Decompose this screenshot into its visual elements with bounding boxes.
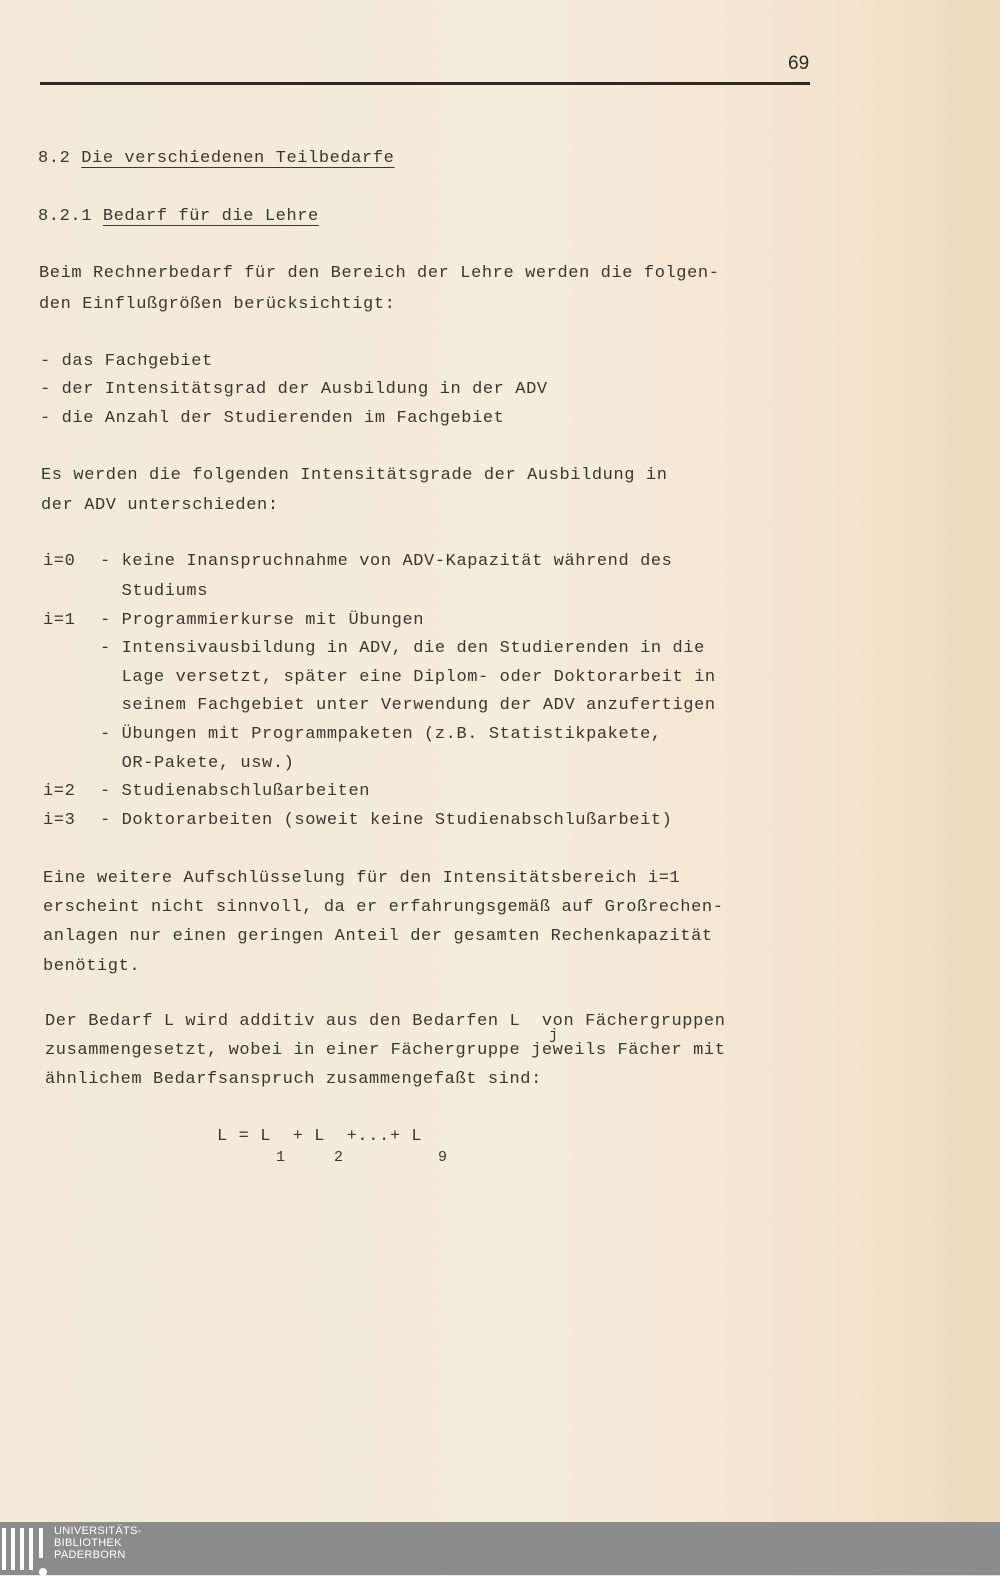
grade-line: - Programmierkurse mit Übungen — [100, 611, 425, 630]
grade-line: - Studienabschlußarbeiten — [100, 782, 371, 801]
paragraph-line: zusammengesetzt, wobei in einer Fächergruppe jeweils Fächer mit — [45, 1041, 726, 1060]
paragraph-line: Der Bedarf L wird additiv aus den Bedarfen L von Fächergruppen — [45, 1012, 726, 1031]
paragraph-line: erscheint nicht sinnvoll, da er erfahrungsgemäß auf Großrechen- — [43, 898, 724, 917]
section-title: Die verschiedenen Teilbedarfe — [81, 149, 395, 168]
formula-subscript: 2 — [334, 1149, 344, 1166]
grade-line: - keine Inanspruchnahme von ADV-Kapazität während des — [100, 552, 673, 571]
grade-line: - Übungen mit Programmpaketen (z.B. Statistikpakete, — [100, 725, 662, 744]
grade-label: i=1 — [43, 611, 76, 630]
paragraph-line: ähnlichem Bedarfsanspruch zusammengefaßt sind: — [45, 1070, 542, 1089]
grade-line: OR-Pakete, usw.) — [100, 754, 295, 773]
grade-line: - Intensivausbildung in ADV, die den Studierenden in die — [100, 639, 705, 658]
grade-label: i=2 — [43, 782, 76, 801]
formula-subscript: 9 — [438, 1149, 448, 1166]
grade-label: i=3 — [43, 811, 76, 830]
formula-subscript: 1 — [276, 1149, 286, 1166]
grade-line: Lage versetzt, später eine Diplom- oder Doktorarbeit in — [100, 668, 716, 687]
page-number: 69 — [788, 53, 810, 74]
grades-intro-line: der ADV unterschieden: — [41, 496, 279, 515]
section-heading — [38, 149, 394, 169]
paragraph-line: Eine weitere Aufschlüsselung für den Intensitätsbereich i=1 — [43, 869, 681, 888]
subscript-j: j — [549, 1027, 559, 1044]
subsection-number: 8.2.1 — [38, 207, 93, 226]
header-rule — [40, 82, 810, 85]
grade-label: i=0 — [43, 552, 76, 571]
grade-line: seinem Fachgebiet unter Verwendung der ADV anzufertigen — [100, 696, 716, 715]
factor-item: - die Anzahl der Studierenden im Fachgebiet — [40, 409, 505, 428]
factor-item: - das Fachgebiet — [40, 352, 213, 371]
subsection-title: Bedarf für die Lehre — [102, 207, 319, 226]
formula: L = L + L +...+ L — [217, 1127, 423, 1146]
grades-intro-line: Es werden die folgenden Intensitätsgrade der Ausbildung in — [41, 466, 668, 485]
grade-line: Studiums — [100, 582, 209, 601]
intro-line: den Einflußgrößen berücksichtigt: — [39, 295, 396, 314]
section-number: 8.2 — [38, 149, 71, 168]
grade-line: - Doktorarbeiten (soweit keine Studienabschlußarbeit) — [100, 811, 673, 830]
library-logo-text: UNIVERSITÄTS- BIBLIOTHEK PADERBORN — [54, 1525, 142, 1561]
paragraph-line: anlagen nur einen geringen Anteil der gesamten Rechenkapazität — [43, 927, 713, 946]
paragraph-line: benötigt. — [43, 957, 141, 976]
library-logo-icon — [2, 1528, 46, 1570]
subsection-heading — [38, 207, 319, 227]
footer-bar — [0, 1522, 1000, 1575]
factor-item: - der Intensitätsgrad der Ausbildung in der ADV — [40, 380, 548, 399]
intro-line: Beim Rechnerbedarf für den Bereich der Lehre werden die folgen- — [39, 264, 720, 283]
